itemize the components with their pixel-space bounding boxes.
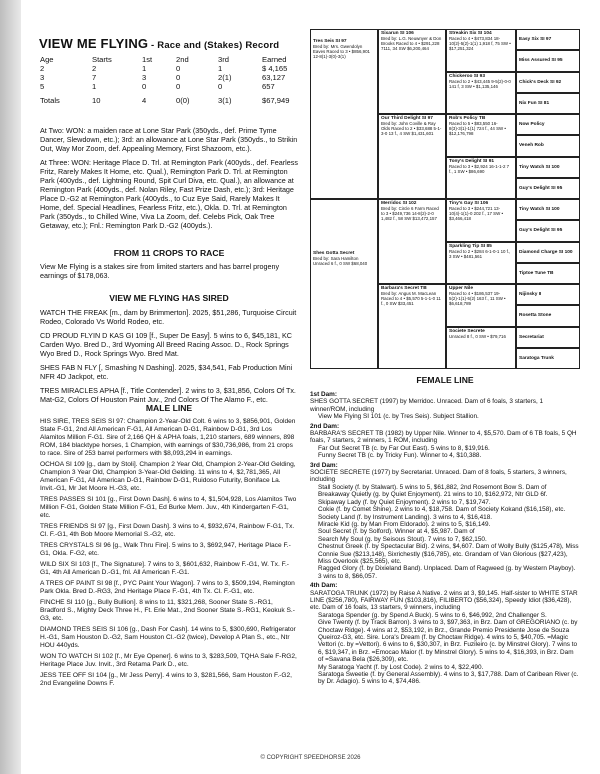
- produce-entry: Ragged Glory (f. by Dixieland Band). Unplaced. Dam of Ragweed (g. by Western Playboy). 3 wins to 8, $66,057.: [318, 565, 576, 580]
- pedigree-sire: [310, 29, 378, 199]
- male-line-entry: TRES FRIENDS SI 97 [g., First Down Dash]. 3 wins to 4, $932,674, Rainbow F-G1, Tx. Cl. F.-G1, 4th Bob Moore Memorial S.-G2, etc.: [40, 523, 295, 538]
- produce-entry: Chestnut Greek (f. by Spectacular Bid). 2 wins, $4,607. Dam of Wolly Bully ($125,478), Miss Connie Sue ($213,148), Sixrichestly ($16,785), etc. Grandam of Van Glorious ($27,423), Miss Overlook ($25,565), etc.: [318, 543, 579, 565]
- male-line-entry: OCHOA SI 109 [g., dam by Stoli]. Champion 2 Year Old, Champion 2-Year-Old Gelding, Champion 3 Year Old, Champion 3-Year-Old Gelding. 11 wins to 4, $2,781,365, All American F-G1, All American D-G1, Rainbow D-G1, Ruidoso Futurity, Boniface La. Invit.-G1, Mr Jet Moore H.-G3, etc.: [40, 461, 296, 492]
- pedigree-info: Raced to 3 • $2,924 16-1-1-2 7 f., 1 SW • $86,690: [449, 163, 510, 174]
- record-cell: 10: [92, 96, 101, 105]
- title-subtitle: - Race and (Stakes) Record: [148, 40, 280, 51]
- record-cell: Totals: [40, 96, 60, 105]
- male-line-entry: TRES CRYSTALS SI 96 [g., Walk Thru Fire]. 5 wins to 3, $692,947, Heritage Place F.-G1, Okla. F-G2, etc.: [40, 542, 291, 557]
- record-cell: 0: [176, 82, 181, 91]
- record-cell: 0: [142, 82, 147, 91]
- pedigree-info: Raced to 2 • $284 6-1-0-1 10 f., 3 SW • $481,561: [449, 248, 511, 259]
- record-cell: 2: [40, 64, 45, 73]
- pedigree-ancestor: Miss Assured SI 95: [516, 50, 580, 71]
- pedigree-ancestor: Veneh Rob: [516, 135, 580, 156]
- produce-entry: Society Land (f. by Instrument Landing). 3 wins to 4, $16,418.: [318, 513, 493, 521]
- male-line-entry: FINCHE SI 110 [g., Bully Bullion]. 8 wins to 11, $321,268, Sooner State S.-RG1, Bradford S., Mighty Deck Three H., Ft. Erie Mat., 2nd Sooner State S.-RG1, Keokuk S.-G3, etc.: [40, 599, 295, 622]
- dam-heading: 2nd Dam:: [310, 422, 340, 430]
- record-cell: 5: [40, 82, 45, 91]
- pedigree-name: Sparkling Tip SI 85: [449, 243, 492, 249]
- pedigree-chart: [310, 29, 580, 369]
- pedigree-name: Rob's Policy TB: [449, 116, 486, 121]
- produce-entry: Funny Secret TB (c. by Tricky Fun). Winner to 4, $10,388.: [318, 452, 482, 460]
- record-cell: 3: [40, 73, 45, 82]
- pedigree-name: Barbara's Secret TB: [381, 286, 427, 291]
- sired-heading: VIEW ME FLYING HAS SIRED: [109, 293, 229, 303]
- record-cell: 3(1): [218, 96, 232, 105]
- male-line-entry: DIAMOND TRES SEIS SI 106 [g., Dash For Cash]. 14 wins to 5, $300,690, Refrigerator H.-G1, Sam Houston D.-G2, Sam Houston Cl.-G2 (twice), Develop A Plan S., etc., Ntr HOU 440yds.: [40, 626, 296, 649]
- produce-entry: Miracle Kid (g. by Man From Eldorado). 2 wins to 5, $16,149.: [318, 520, 491, 528]
- dam-entry: SOCIETE SECRETE (1977) by Secretariat. Unraced. Dam of 8 foals, 5 starters, 3 winners, including: [310, 469, 567, 484]
- pedigree-name: Streakin Six SI 104: [449, 31, 492, 36]
- pedigree-ancestor: Tiptoe Tune TB: [516, 263, 580, 284]
- pedigree-sire-dam-sire: [446, 114, 516, 157]
- catalog-page: [21, 0, 600, 774]
- pedigree-info: Raced to 5 • $83,550 16-8(3)-3(1)-1(1) 724 f., 44 SW • $12,176,798: [449, 121, 506, 136]
- crops-text: View Me Flying is a stakes sire from limited starters and has barrel progeny earnings of $178,063.: [40, 262, 280, 280]
- sired-entry: WATCH THE FREAK [m., dam by Brimmerton]. 2025, $51,286, Turquoise Circuit Rodeo, Colorado Vs World Rodeo, etc.: [40, 308, 297, 326]
- male-line-entry: WON TO WATCH SI 102 [f., Mr Eye Opener]. 6 wins to 3, $283,509, TQHA Sale F-RG2, Heritage Place Juv. Invit., 3rd Retama Park D., etc.: [40, 653, 297, 668]
- record-cell: $ 4,165: [262, 64, 288, 73]
- pedigree-ancestor: Secretariat: [516, 327, 580, 348]
- male-line-list: [40, 418, 298, 691]
- pedigree-ancestor: Easy Six SI 97: [516, 29, 580, 50]
- sired-entry: CD PROUD FLYIN D KAS GI 109 [f., Super De Easy]. 5 wins to 6, $45,181, KC Carden Wyo. Bred D., 3rd Wyoming All Breed Racing Assoc. D., Rock Springs Wyo Bred D., Rock Springs Wyo. Bred Mat.: [40, 331, 292, 358]
- record-cell: 2: [92, 64, 97, 73]
- pedigree-dam-dam-sire: [446, 284, 516, 327]
- record-cell: 0: [176, 64, 181, 73]
- race-record-notes: [40, 126, 298, 235]
- pedigree-ancestor: Guy's Delight SI 95: [516, 220, 580, 241]
- pedigree-dam-dam: [378, 284, 446, 369]
- sired-entry: TRES MIRACLES APHA [f., Title Contender]. 2 wins to 3, $31,856, Colors Of Tx. Mat-G2, Colors Of Houston Paint Juv., 2nd Colors Of The Alamo F., etc.: [40, 386, 296, 404]
- pedigree-info: Bred by: Sara Hamilton Unraced 6 f., 0 SW $68,040: [313, 256, 368, 266]
- pedigree-name: Societe Secrete: [449, 328, 485, 334]
- pedigree-info: Bred by: Circle 6 Farm Raced to 3 • $249,736 14-8(2)-2-0 1,482 f., 58 SW $13,472,157: [381, 206, 439, 221]
- pedigree-ancestor: Tiny Watch SI 100: [516, 199, 580, 220]
- male-line-entry: TRES PASSES SI 101 [g., First Down Dash]. 6 wins to 4, $1,504,928, Los Alamitos Two Million F-G1, Golden State Million F-G1, Ed Burke Mem. Juv., 4th Kindergarten F-G1, etc.: [40, 496, 297, 519]
- pedigree-ancestor: Diamond Charge SI 100: [516, 242, 580, 263]
- record-header: 3rd: [218, 55, 229, 64]
- page-gutter-shadow: [0, 0, 21, 774]
- produce-entry: Breakaway Quietly (g. by Quiet Enjoyment). 21 wins to 10, $162,972, Ntr GLD 6f.: [318, 491, 548, 499]
- record-cell: 3: [142, 73, 147, 82]
- produce-entry: Far Out Secret TB (c. by Far Out East). 5 wins to 8, $19,916.: [318, 444, 490, 452]
- produce-entry: Soul Secret (f. by Solford). Winner at 4, $5,987. Dam of: [318, 528, 475, 536]
- produce-entry: Saratoga Spender (g. by Spend A Buck). 5 wins to 6, $46,992, 2nd Challenger S.: [318, 611, 547, 619]
- record-cell: 1: [218, 64, 223, 73]
- sired-list: [40, 308, 298, 409]
- pedigree-name: Shes Gotta Secret: [313, 251, 355, 256]
- pedigree-info: Raced to 2 • $43,445 9-5(2)-0-0 141 f, 3 SW • $1,135,146: [449, 78, 511, 89]
- male-line-entry: JESS TEE OFF SI 104 [g., Mr Jess Perry]. 4 wins to 3, $281,566, Sam Houston F.-G2, 2nd Evangeline Downs F.: [40, 672, 293, 687]
- record-cell: 4: [142, 96, 147, 105]
- pedigree-ancestor: Now Policy: [516, 114, 580, 135]
- record-cell: 7: [92, 73, 97, 82]
- pedigree-info: Raced to 4 • $473,834 18-10(2)-5(2)-1(1) 1,918 f, 75 SW • $17,251,324: [449, 36, 511, 51]
- pedigree-dam: [310, 199, 378, 369]
- record-cell: 0: [218, 82, 223, 91]
- pedigree-ancestor: Guy's Delight SI 95: [516, 178, 580, 199]
- male-line-entry: WILD SIX SI 103 [f., The Signature]. 7 wins to 3, $601,632, Rainbow F.-G1, W. Tx. F.-G1, 4th All American D.-G1, fnl. All American F.-G1.: [40, 561, 289, 576]
- pedigree-sire-sire: [378, 29, 446, 114]
- record-row: [40, 82, 295, 91]
- record-row: [40, 73, 295, 82]
- page-title: [39, 36, 279, 51]
- dam-heading: 1st Dam:: [310, 391, 337, 398]
- pedigree-sire-sire-dam: [446, 72, 516, 115]
- pedigree-dam-sire: [378, 199, 446, 284]
- record-cell: 1: [92, 82, 97, 91]
- produce-entry: Give Twenty (f. by Track Barron). 3 wins to 3, $97,363, in Brz. Dam of GREGORIANO (c. by Choctaw Ridge). 4 wins at 2, $53,192, in Brz., Grande Premio Presidente Jose de Souza Queiroz-G3, etc. Sire. Lora's Dream (f. by Choctaw Ridge). 4 wins to 5, $40,705. =Magic Vettori (c. by =Vettori). 6 wins to 6, $30,307, in Brz. Fuzileiro (c. by Minstrel Glory). 7 wins to 6, $19,347, in Brz. =Emocao Maior (f. by Minstrel Glory). 5 wins to 4, $16,393, in Brz. Dam of =Savana Bela ($26,309), etc.: [318, 619, 578, 664]
- dam-entry: SARATOGA TRUNK (1972) by Raise A Native. 2 wins at 3, $9,145. Half-sister to WHITE STAR LINE ($256,780), FAIRWAY FUN ($103,816), FILIBERTO ($56,324), Speedy Idiot ($36,428), etc. Dam of 16 foals, 13 starters, 9 winners, including: [310, 589, 578, 612]
- pedigree-sire-dam: [378, 114, 446, 199]
- produce-entry: Skipaway Lady (f. by Quiet Enjoyment). 2 wins to 7, $19,747.: [318, 498, 491, 506]
- record-row: [40, 64, 295, 73]
- produce-entry: My Saratoga Yacht (f. by Lost Code). 2 wins to 4, $22,490.: [318, 663, 484, 671]
- pedigree-name: Sixarun SI 106: [381, 31, 414, 36]
- record-cell: 1: [142, 64, 147, 73]
- produce-entry: Stall Society (f. by Stalwart). 5 wins to 5, $61,882, 2nd Rosemont Bow S. Dam of: [318, 483, 547, 491]
- dam-heading: 3rd Dam:: [310, 461, 338, 469]
- pedigree-sire-sire-sire: [446, 29, 516, 72]
- pedigree-sire-dam-dam: [446, 157, 516, 200]
- produce-entry: Search My Soul (g. by Seisous Stout). 7 wins to 7, $62,150.: [318, 535, 487, 543]
- female-line-heading: FEMALE LINE: [416, 375, 474, 385]
- record-header: Starts: [92, 55, 112, 64]
- pedigree-name: Tres Seis SI 97: [313, 39, 347, 44]
- male-line-entry: HIS SIRE, TRES SEIS SI 97: Champion 2-Year-Old Colt. 6 wins to 3, $856,901, Golden State F-G1, 2nd All American F-G1, All American D-G1, Rainbow D-G1, 3rd Los Alamitos Million F-G1. Sire of 2,166 QH & APHA foals, 1,210 starters, 689 winners, 898 ROM, 184 blacktype horses, 1 Champion, with earnings of $30,736,986, from 21 crops to race. Sire of 253 barrel performers with $8,093,294 in earnings.: [40, 418, 296, 457]
- pedigree-name: Merridoc SI 102: [381, 201, 417, 206]
- dam-heading: 4th Dam:: [310, 582, 338, 590]
- record-cell: 0(0): [176, 96, 190, 105]
- race-record-table: [40, 55, 295, 105]
- pedigree-ancestor: Nix Fun SI 81: [516, 93, 580, 114]
- pedigree-name: Upper Nile: [449, 286, 473, 291]
- record-header-row: [40, 55, 295, 64]
- pedigree-dam-sire-dam: [446, 242, 516, 285]
- crops-heading: FROM 11 CROPS TO RACE: [113, 248, 225, 258]
- male-line-heading: MALE LINE: [145, 403, 193, 413]
- pedigree-info: Raced to 4 • $186,537 19-5(2)-1(1)-5(2) 163 f., 11 SW • $6,618,789: [449, 291, 506, 306]
- pedigree-info: Bred by: Angus M. MacLean Raced to 4 • $5,570 5-1-1-0 11 f., 0 SW $33,451: [381, 291, 441, 306]
- record-total-row: [40, 91, 295, 105]
- pedigree-ancestor: Chick's Deck SI 92: [516, 72, 580, 93]
- pedigree-name: Tony's Delight SI 91: [449, 158, 495, 164]
- pedigree-info: Unraced 8 f., 0 SW • $79,716: [449, 333, 506, 339]
- copyright-footer: © COPYRIGHT SPEEDHORSE 2026: [260, 755, 361, 761]
- sired-entry: SHES FAB N FLY [, Smashing N Dashing]. 2025, $34,541, Fab Production Mini NFR 4D Jackpot, etc.: [40, 363, 293, 381]
- pedigree-info: Raced to 3 • $244,721 13-10(4)-1(1)-0 202 f., 17 SW • $3,466,418: [449, 206, 504, 221]
- male-line-entry: A TRES OF PAINT SI 98 [f., PYC Paint Your Wagon]. 7 wins to 3, $509,194, Remington Park Okla. Bred D.-RG3, 2nd Heritage Place F.-G1, 4th Tx. Cl. F.-G1, etc.: [40, 580, 295, 595]
- pedigree-name: Tiny's Gay SI 106: [449, 201, 489, 206]
- produce-entry: Cokie (f. by Comet Shine). 2 wins to 4, $18,758. Dam of Society Kokand ($16,158), etc.: [318, 506, 566, 514]
- pedigree-name: Chickeroo SI 93: [449, 73, 485, 79]
- pedigree-ancestor: Saratoga Trunk: [516, 348, 580, 369]
- dam-entry: BARBARA'S SECRET TB (1982) by Upper Nile. Winner to 4, $5,570. Dam of 6 TB foals, 5 QH foals, 7 starters, 2 winners, 1 ROM, including: [310, 430, 577, 445]
- pedigree-info: Bred by: John Coville & Ray Olds Raced to 2 • $33,688 5-1-3-0 13 f., 4 SW $1,431,601: [381, 121, 442, 136]
- record-header: Age: [40, 55, 54, 64]
- produce-entry: View Me Flying SI 101 (c. by Tres Seis). Subject Stallion.: [318, 413, 479, 421]
- pedigree-dam-dam-dam: [446, 327, 516, 370]
- pedigree-ancestor: Rosetta Stone: [516, 305, 580, 326]
- record-header: 2nd: [176, 55, 189, 64]
- produce-entry: Saratoga Sweetie (f. by General Assembly). 4 wins to 3, $17,788. Dam of Caribean River (c. by Dr. Adagio). 5 wins to 4, $74,486.: [318, 671, 579, 686]
- record-cell: 2(1): [218, 73, 232, 82]
- pedigree-info: Bred by: Mrs. Gwendolyn Eaves Raced to 3 • $856,901 12-8(1)-3(0)-3(1): [313, 44, 370, 59]
- at-two-paragraph: At Two: WON: a maiden race at Lone Star Park (350yds., def. Prime Tyme Dancer, Slewdown, etc.); 3rd: an allowance at Lone Star Park (350yds., to Strikin Out, Way Mor Zoom, def. Appealing Memory, First Shazoom, etc.).: [40, 126, 298, 153]
- female-line-list: [310, 389, 580, 686]
- record-cell: 0: [176, 73, 181, 82]
- record-cell: 63,127: [262, 73, 286, 82]
- record-header: 1st: [142, 55, 153, 64]
- dam-entry: SHES GOTTA SECRET (1997) by Merridoc. Unraced. Dam of 6 foals, 3 starters, 1 winner/ROM, including: [310, 398, 544, 413]
- pedigree-ancestor: Nijinsky II: [516, 284, 580, 305]
- record-cell: $67,949: [262, 96, 290, 105]
- horse-name: VIEW ME FLYING: [39, 36, 149, 51]
- record-cell: 657: [262, 82, 275, 91]
- pedigree-info: Bred by: L.G. Neuwnyer & Don Brooks Raced to 4 • $291,228 7111, 34 SW $6,200,464: [381, 36, 442, 51]
- pedigree-name: Our Third Delight SI 97: [381, 116, 433, 121]
- pedigree-ancestor: Tiny Watch SI 100: [516, 157, 580, 178]
- record-header: Earned: [262, 55, 287, 64]
- at-three-paragraph: At Three: WON: Heritage Place D. Trl. at Remington Park (400yds., def. Fearless Fritz, Rarely Makes It Home, etc. Qual.), Remington Park D. Trl. at Remington Park (400yds., def. Lightning Round, Spit Curl Diva, etc. Qual.), an allowance at Remington Park (400yds., def. Nolan Riley, Fast Prize Dash, etc.); 3rd: Heritage Place D.-G2 at Remington Park (400yds., to Cuz Eye Said, Rarely Makes It Home, def. Special Headlines, Fearless Fritz, etc.), Okla. D. Trl. at Remington Park (350yds., to Chilled Wine, Viva La Zoom, def. Celebs Pick, Oak Tree Getaway, etc.); Fnl.: Remington Park D.-G2 (400yds.).: [40, 158, 298, 230]
- pedigree-dam-sire-sire: [446, 199, 516, 242]
